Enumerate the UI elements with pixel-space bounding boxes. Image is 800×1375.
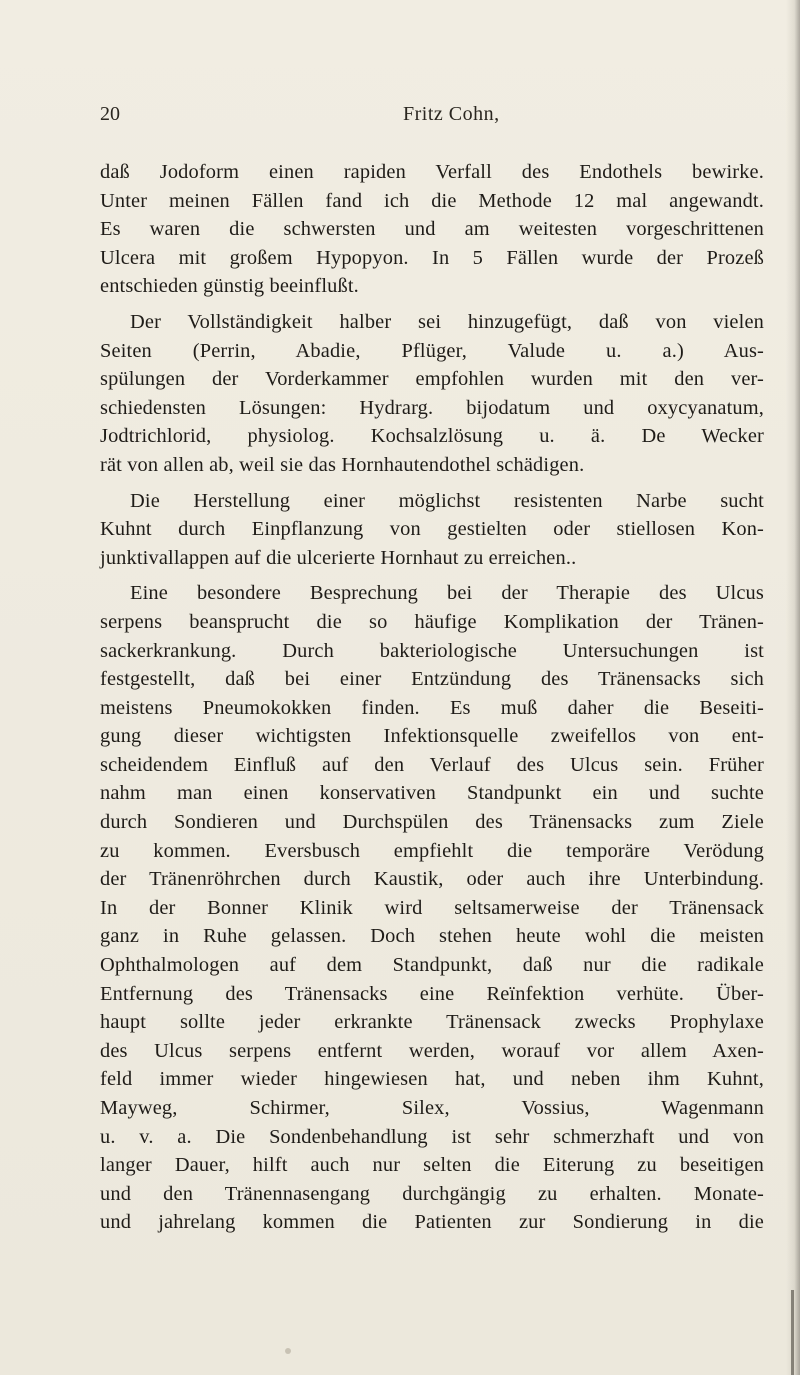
text-line: spülungen der Vorderkammer empfohlen wurden mit den ver-: [100, 368, 764, 391]
text-line: meistens Pneumokokken finden. Es muß daher die Beseiti-: [100, 696, 764, 719]
text-line: festgestellt, daß bei einer Entzündung des Tränensacks sich: [100, 668, 764, 691]
text-line: und den Tränennasengang durchgängig zu erhalten. Monate-: [100, 1182, 764, 1205]
text-line: serpens beansprucht die so häufige Komplikation der Tränen-: [100, 610, 764, 633]
text-line: scheidendem Einfluß auf den Verlauf des Ulcus sein. Früher: [100, 753, 764, 776]
text-line: Es waren die schwersten und am weitesten vorgeschrittenen: [100, 218, 764, 241]
ink-smudge: [285, 1348, 291, 1354]
text-line: feld immer wieder hingewiesen hat, und neben ihm Kuhnt,: [100, 1068, 764, 1091]
page-number: 20: [100, 103, 120, 125]
text-line: junktivallappen auf die ulcerierte Hornhaut zu erreichen..: [100, 546, 577, 569]
paragraph-1: [100, 158, 764, 301]
text-line: Seiten (Perrin, Abadie, Pflüger, Valude u. a.) Aus-: [100, 339, 764, 362]
text-line: und jahrelang kommen die Patienten zur Sondierung in die: [100, 1211, 764, 1234]
paragraph-3: [100, 487, 764, 573]
text-line: durch Sondieren und Durchspülen des Tränensacks zum Ziele: [100, 811, 764, 834]
paragraph-4: [100, 579, 764, 1237]
text-line: schiedensten Lösungen: Hydrarg. bijodatum und oxycyanatum,: [100, 396, 764, 419]
text-line: Entfernung des Tränensacks eine Reïnfektion verhüte. Über-: [100, 982, 764, 1005]
text-line: In der Bonner Klinik wird seltsamerweise der Tränensack: [100, 896, 764, 919]
text-line: u. v. a. Die Sondenbehandlung ist sehr schmerzhaft und von: [100, 1125, 764, 1148]
paragraph-2: [100, 308, 764, 480]
text-line: Eine besondere Besprechung bei der Therapie des Ulcus: [130, 582, 764, 605]
text-line: haupt sollte jeder erkrankte Tränensack zwecks Prophylaxe: [100, 1011, 764, 1034]
text-line: langer Dauer, hilft auch nur selten die Eiterung zu beseitigen: [100, 1154, 764, 1177]
text-line: ganz in Ruhe gelassen. Doch stehen heute wohl die meisten: [100, 925, 764, 948]
text-line: Mayweg, Schirmer, Silex, Vossius, Wagenmann: [100, 1097, 764, 1119]
text-line: Jodtrichlorid, physiolog. Kochsalzlösung u. ä. De Wecker: [100, 425, 764, 448]
text-line: Ulcera mit großem Hypopyon. In 5 Fällen wurde der Prozeß: [100, 246, 764, 269]
text-line: der Tränenröhrchen durch Kaustik, oder auch ihre Unterbindung.: [100, 868, 764, 891]
text-line: Ophthalmologen auf dem Standpunkt, daß nur die radikale: [100, 954, 764, 977]
text-line: gung dieser wichtigsten Infektionsquelle zweifellos von ent-: [100, 725, 764, 748]
text-line: zu kommen. Eversbusch empfiehlt die temporäre Verödung: [100, 839, 764, 862]
text-line: Unter meinen Fällen fand ich die Methode 12 mal angewandt.: [100, 189, 764, 212]
page-edge-mark: [791, 1290, 794, 1375]
text-line: Kuhnt durch Einpflanzung von gestielten oder stiellosen Kon-: [100, 518, 764, 541]
running-head: Fritz Cohn,: [403, 103, 500, 125]
text-line: Der Vollständigkeit halber sei hinzugefügt, daß von vielen: [130, 310, 764, 333]
text-line: des Ulcus serpens entfernt werden, worauf vor allem Axen-: [100, 1039, 764, 1062]
body-text: [100, 158, 764, 1237]
text-line: rät von allen ab, weil sie das Hornhautendothel schädigen.: [100, 453, 585, 476]
text-line: sackerkrankung. Durch bakteriologische Untersuchungen ist: [100, 639, 764, 662]
text-line: nahm man einen konservativen Standpunkt ein und suchte: [100, 782, 764, 805]
text-line: Die Herstellung einer möglichst resistenten Narbe sucht: [130, 489, 764, 512]
text-line: entschieden günstig beeinflußt.: [100, 275, 359, 298]
text-line: daß Jodoform einen rapiden Verfall des Endothels bewirke.: [100, 161, 764, 183]
page-header: [100, 103, 740, 135]
page-edge-shadow: [786, 0, 800, 1375]
